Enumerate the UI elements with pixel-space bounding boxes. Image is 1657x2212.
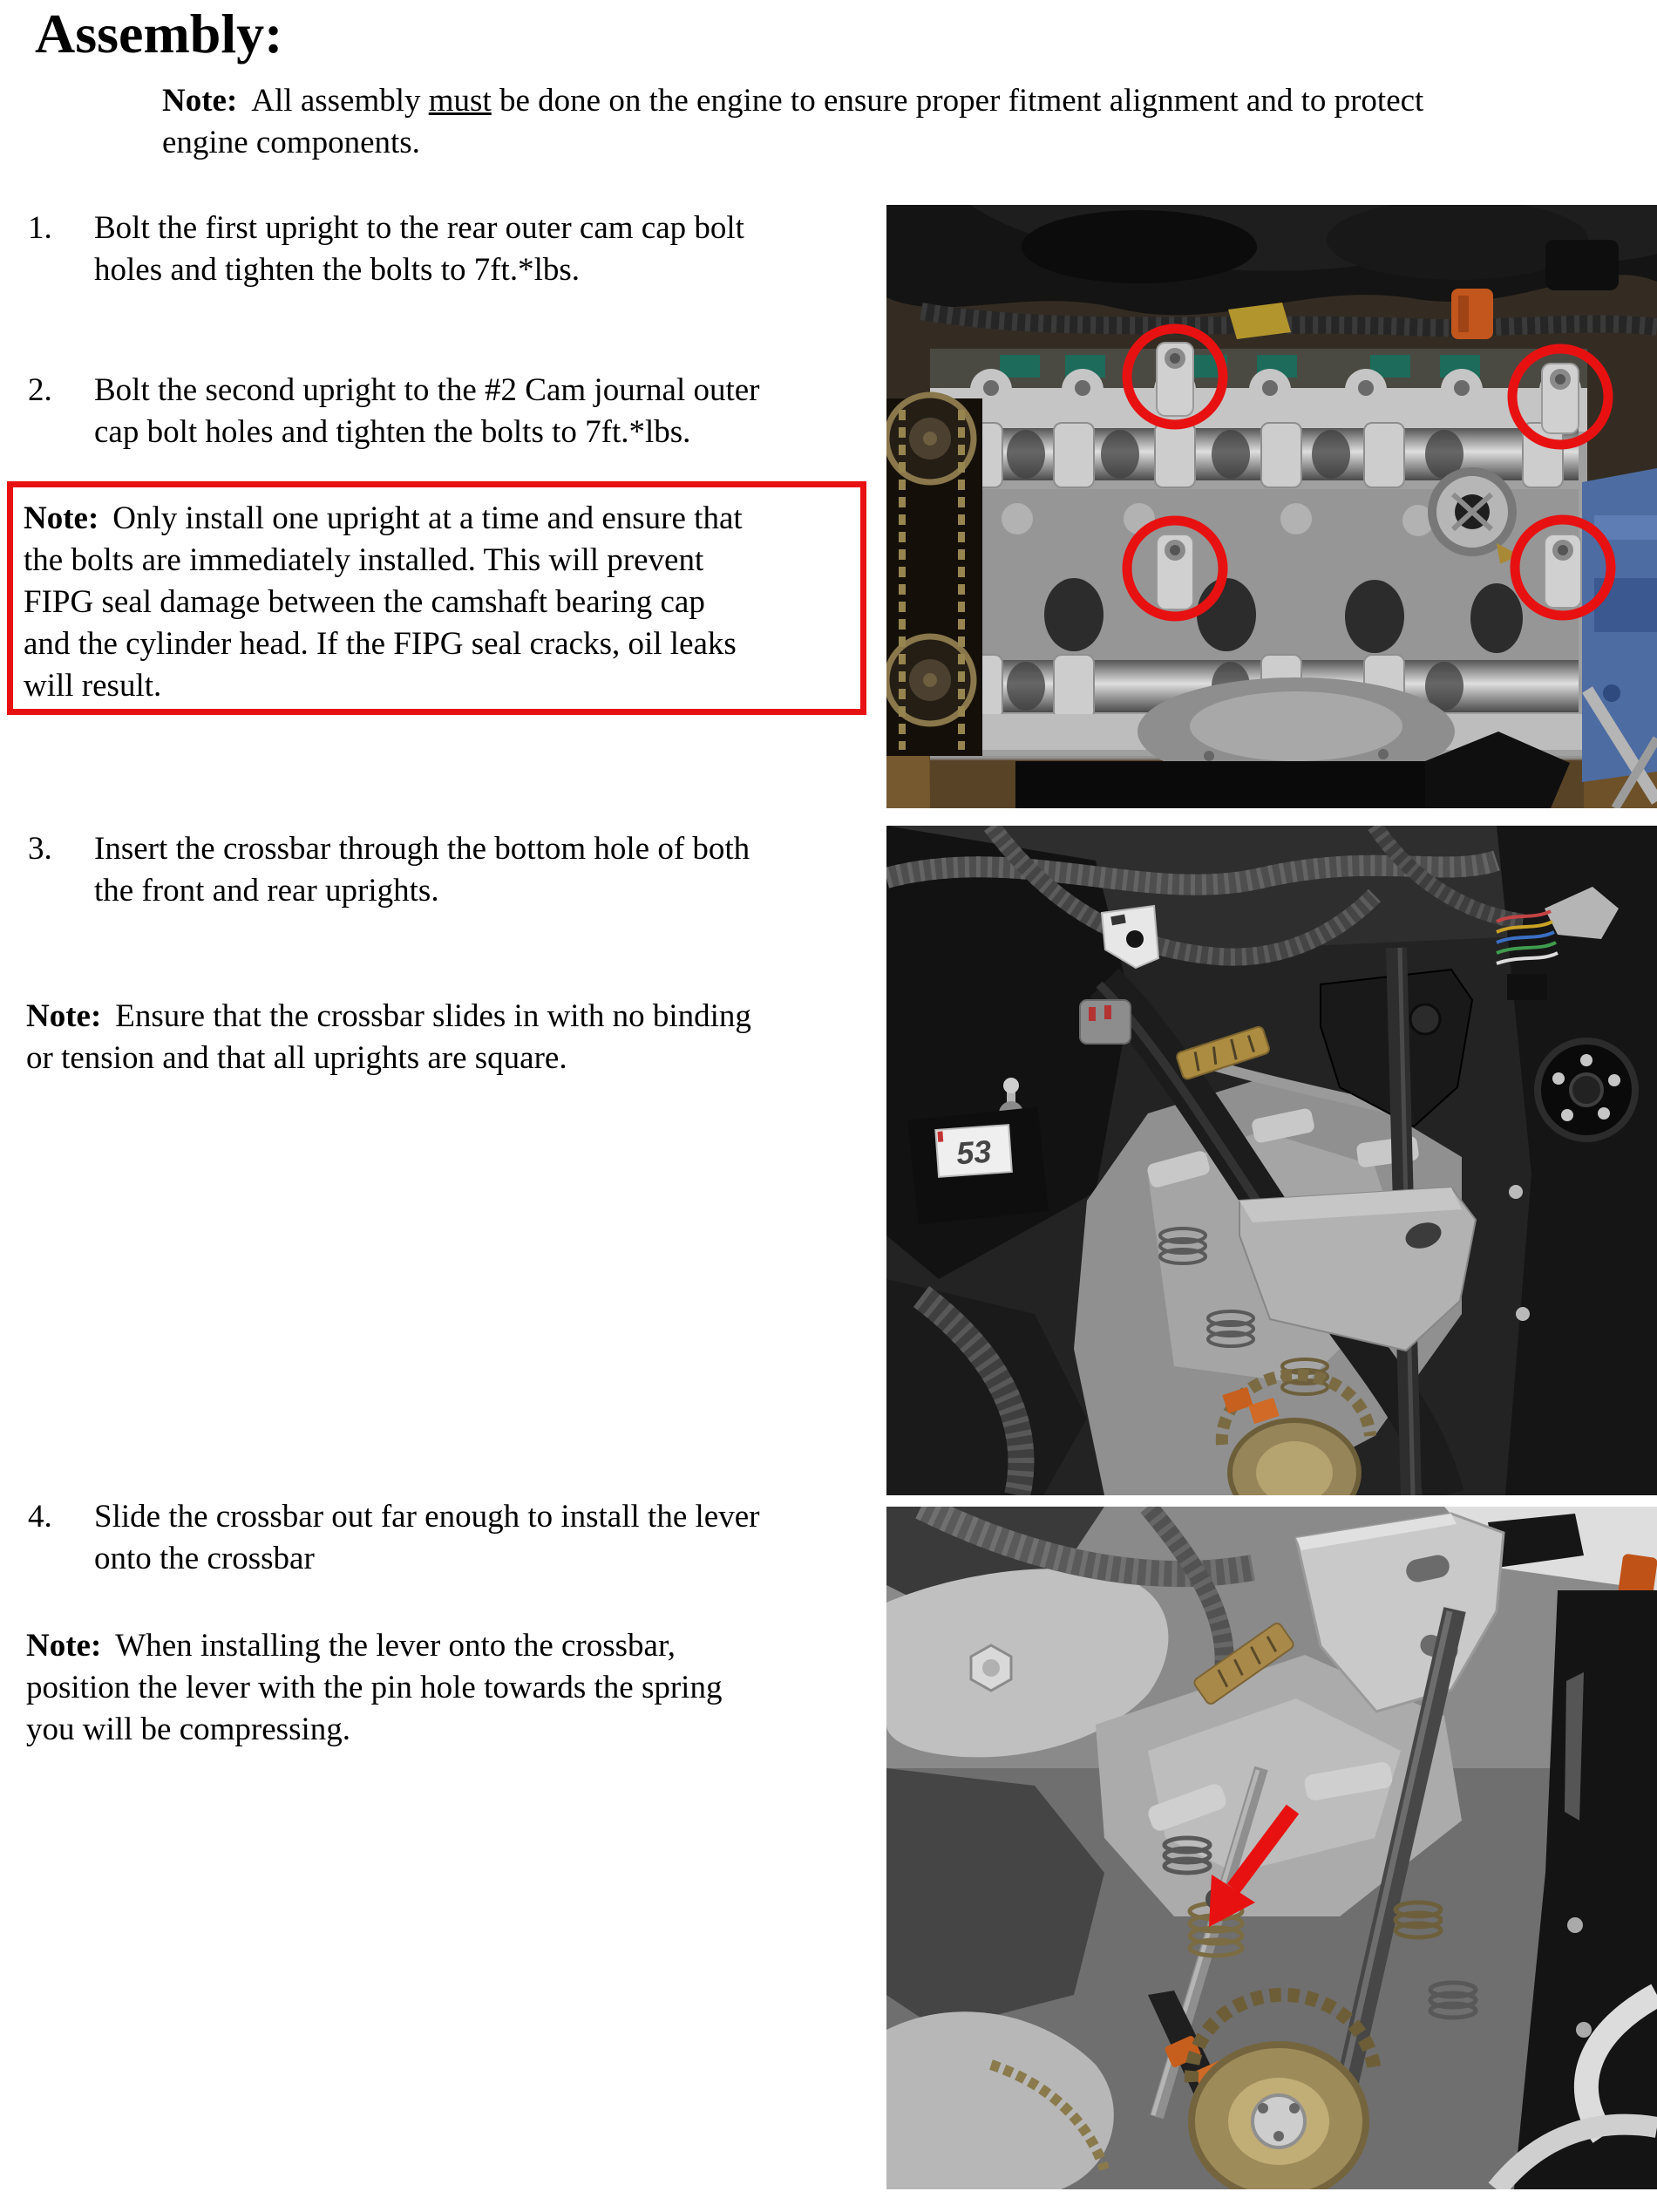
page-title: Assembly: xyxy=(35,3,283,65)
photo-lever-closeup xyxy=(886,1507,1657,2189)
warning-note-box: Note: Only install one upright at a time and ensure that the bolts are immediately installed. This will prevent FIPG seal damage between the camshaft bearing cap and the cylinder head. If the FIPG seal cracks, oil leaks will result. xyxy=(7,481,866,715)
drain-pan xyxy=(1015,761,1425,808)
timing-chain xyxy=(886,395,982,756)
crossbar-note: Note: Ensure that the crossbar slides in with no binding or tension and that all uprights are square. xyxy=(26,998,751,1076)
upright-hole xyxy=(1410,1004,1440,1034)
intro-note-line1: Note: All assembly must be done on the engine to ensure proper fitment alignment and to protect xyxy=(162,83,1424,119)
step-item-1 xyxy=(28,208,865,295)
underlined-word: must xyxy=(428,83,492,119)
numbered-label xyxy=(935,1125,1012,1177)
intro-note xyxy=(162,80,1423,164)
step-number: 3. xyxy=(28,831,52,867)
step-number: 2. xyxy=(28,372,52,408)
step-item-4 xyxy=(28,1496,865,1583)
note-label: Note: xyxy=(26,998,102,1034)
note-label: Note: xyxy=(26,1628,102,1664)
step-number: 4. xyxy=(28,1499,52,1535)
step-item-2 xyxy=(28,370,865,457)
note-label: Note: xyxy=(24,500,99,536)
step-text: Bolt the first upright to the rear outer cam cap bolt holes and tighten the bolts to 7ft.*lbs. xyxy=(94,210,744,288)
intro-note-line2: engine components. xyxy=(162,125,420,160)
step-text: Bolt the second upright to the #2 Cam journal outer cap bolt holes and tighten the bolts to 7ft.*lbs. xyxy=(94,372,760,450)
lever-note: Note: When installing the lever onto the crossbar, position the lever with the pin hole towards the spring you will be compressing. xyxy=(26,1628,723,1747)
note-label: Note: xyxy=(162,83,238,119)
step-text: Insert the crossbar through the bottom hole of both the front and rear uprights. xyxy=(94,831,750,909)
step-number: 1. xyxy=(28,210,52,246)
step-text: Slide the crossbar out far enough to install the lever onto the crossbar xyxy=(94,1499,760,1576)
label-53-text: 53 xyxy=(954,1133,993,1172)
step-item-3 xyxy=(28,828,865,915)
gray-connector xyxy=(1080,1000,1131,1044)
photo-uprights-installed xyxy=(886,826,1657,1495)
orange-connector xyxy=(1451,289,1493,339)
photo-engine-top-view xyxy=(886,205,1657,808)
